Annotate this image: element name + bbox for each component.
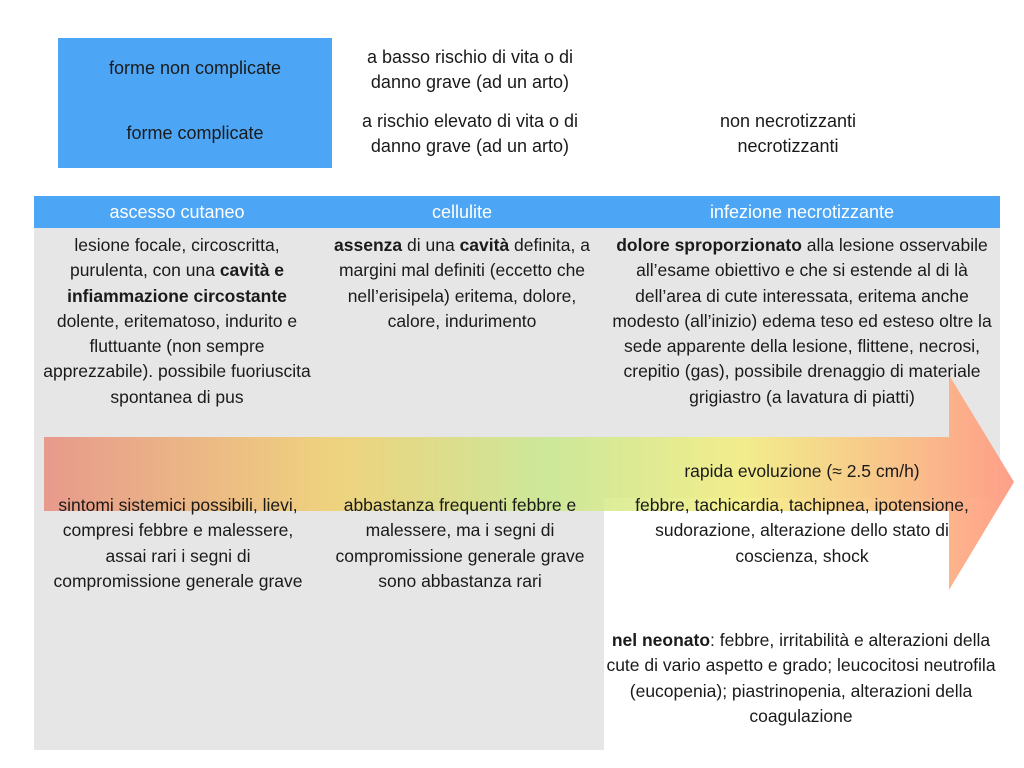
desc-cellulite: assenza di una cavità definita, a margini mal definiti (eccetto che nell’erisipela) eritema, dolore, calore, indurimento <box>334 235 590 331</box>
systemic-necrotizzante: febbre, tachicardia, tachipnea, ipotensione, sudorazione, alterazione dello stato di coscienza, shock <box>635 495 969 566</box>
rapid-evolution-text: rapida evoluzione (≈ 2.5 cm/h) <box>684 461 920 481</box>
systemic-ascesso: sintomi sistemici possibili, lievi, compresi febbre e malessere, assai rari i segni di compromissione generale grave <box>53 495 303 591</box>
non-necrotizing-label: non necrotizzanti <box>719 111 857 131</box>
label-forme-complicate: forme complicate <box>126 123 264 143</box>
necrotizing-legend <box>688 109 888 159</box>
desc-ascesso: lesione focale, circoscritta, purulenta, con una cavità e infiammazione circostante dolente, eritematoso, indurito e fluttuante (non sempre apprezzabile). possibile fuoriuscita spontanea di pus <box>43 235 311 407</box>
label-forme-non-complicate: forme non complicate <box>108 58 282 78</box>
low-risk-text: a basso rischio di vita o di danno grave (ad un arto) <box>366 47 574 92</box>
neonate-text: nel neonato: febbre, irritabilità e alterazioni della cute di vario aspetto e grado; leucocitosi neutrofila (eucopenia); piastrinopenia, alterazioni della coagulazione <box>606 630 996 726</box>
legend-box <box>58 38 332 168</box>
header-infezione-necrotizzante: infezione necrotizzante <box>709 202 895 222</box>
necrotizing-label: necrotizzanti <box>737 136 839 156</box>
header-ascesso-cutaneo: ascesso cutaneo <box>109 202 245 222</box>
desc-necrotizzante: dolore sproporzionato alla lesione osservabile all’esame obiettivo e che si estende al di là dell’area di cute interessata, eritema anche modesto (all’inizio) edema teso ed esteso oltre la sede apparente della lesione, flittene, necrosi, crepitio (gas), possibile drenaggio di materiale grigiastro (a lavatura di piatti) <box>612 235 992 407</box>
high-risk-text: a rischio elevato di vita o di danno grave (ad un arto) <box>361 111 579 156</box>
header-cellulite: cellulite <box>431 202 493 222</box>
neonate-label: nel neonato <box>611 630 711 650</box>
systemic-cellulite: abbastanza frequenti febbre e malessere, ma i segni di compromissione generale grave sono abbastanza rari <box>335 495 585 591</box>
